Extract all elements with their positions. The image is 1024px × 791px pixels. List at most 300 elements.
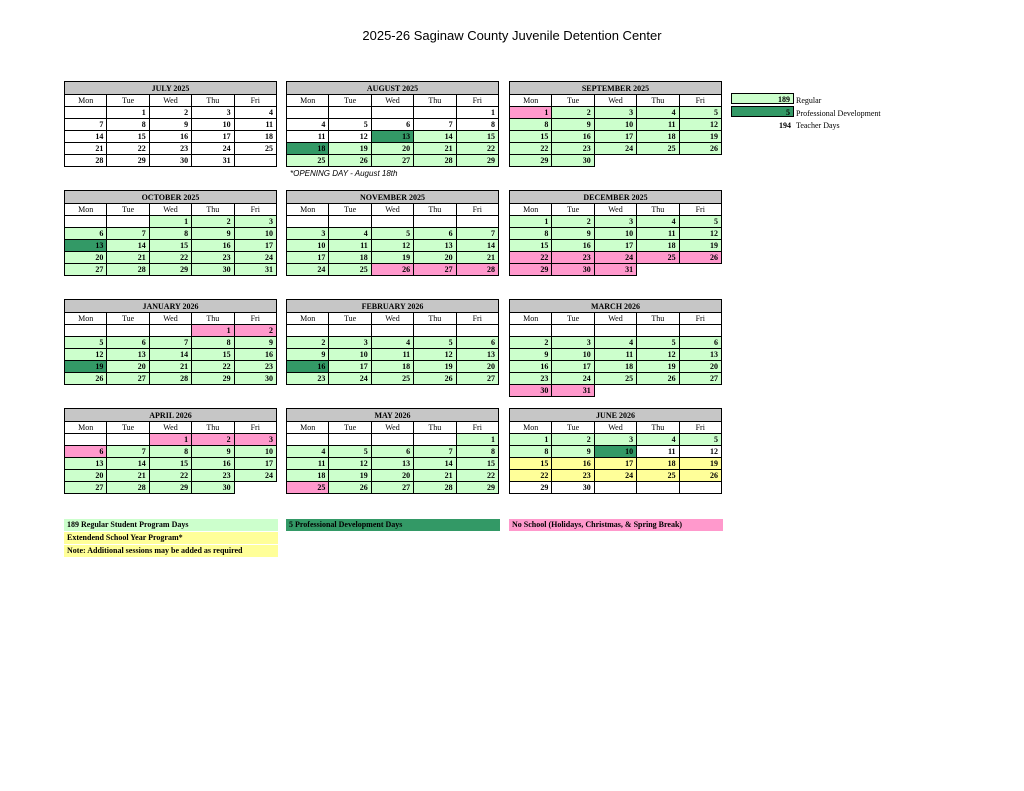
blank-day-cell [287,434,329,446]
day-cell: 19 [679,240,721,252]
day-cell: 22 [510,252,552,264]
day-cell: 20 [65,252,107,264]
month-calendar [64,299,277,385]
day-cell: 5 [65,337,107,349]
blank-day-cell [149,325,191,337]
weekday-header: Mon [287,95,329,107]
week-row [65,337,277,349]
day-cell: 24 [552,373,594,385]
week-row [65,119,277,131]
day-cell: 11 [637,446,679,458]
day-cell: 16 [552,240,594,252]
day-cell: 25 [287,482,329,494]
day-cell: 14 [414,458,456,470]
day-cell: 29 [510,482,552,494]
day-cell: 1 [510,107,552,119]
day-cell: 7 [456,228,498,240]
week-row [510,373,722,385]
day-cell: 26 [679,143,721,155]
day-cell: 15 [510,458,552,470]
day-cell: 13 [371,131,413,143]
empty-cell [637,264,679,276]
day-cell: 24 [594,143,636,155]
weekday-header: Fri [679,422,721,434]
week-row [510,228,722,240]
weekday-header: Thu [192,204,234,216]
day-cell: 6 [65,228,107,240]
day-cell: 6 [65,446,107,458]
weekday-header: Tue [329,422,371,434]
weekday-header: Wed [371,313,413,325]
day-cell: 20 [414,252,456,264]
legend-teacher-label: Teacher Days [796,121,840,130]
day-cell: 17 [329,361,371,373]
day-cell: 7 [414,119,456,131]
empty-cell [594,385,636,397]
day-cell: 7 [149,337,191,349]
day-cell: 13 [65,240,107,252]
day-cell: 2 [552,434,594,446]
day-cell: 7 [107,228,149,240]
day-cell: 25 [234,143,276,155]
day-cell: 4 [637,107,679,119]
day-cell: 16 [510,361,552,373]
weekday-header: Tue [329,204,371,216]
week-row [287,482,499,494]
week-row [510,252,722,264]
day-cell: 25 [371,373,413,385]
weekday-header: Tue [552,422,594,434]
weekday-header: Tue [107,313,149,325]
week-row [65,131,277,143]
weekday-header: Tue [329,95,371,107]
day-cell: 27 [371,155,413,167]
week-row [287,325,499,337]
weekday-header: Tue [329,313,371,325]
day-cell: 10 [594,228,636,240]
day-cell: 6 [414,228,456,240]
day-cell: 6 [107,337,149,349]
month-title: OCTOBER 2025 [65,191,277,204]
blank-day-cell [107,216,149,228]
week-row [510,325,722,337]
weekday-header: Fri [234,313,276,325]
weekday-header: Thu [637,204,679,216]
weekday-header: Mon [287,422,329,434]
day-cell: 9 [192,228,234,240]
day-cell: 9 [192,446,234,458]
month-calendar [64,81,277,167]
month-calendar [64,190,277,276]
weekday-header: Tue [552,95,594,107]
day-cell: 12 [329,131,371,143]
weekday-header: Wed [149,313,191,325]
day-cell: 23 [192,470,234,482]
week-row [65,434,277,446]
day-cell: 13 [371,458,413,470]
day-cell: 29 [107,155,149,167]
day-cell: 19 [65,361,107,373]
weekday-header: Thu [192,313,234,325]
day-cell: 10 [287,240,329,252]
day-cell: 26 [65,373,107,385]
day-cell: 13 [65,458,107,470]
day-cell: 18 [637,131,679,143]
bottom-legend-note: Note: Additional sessions may be added as required [64,545,278,557]
day-cell: 7 [65,119,107,131]
day-cell: 18 [637,458,679,470]
day-cell: 22 [510,470,552,482]
day-cell: 17 [552,361,594,373]
week-row [287,434,499,446]
day-cell: 30 [552,482,594,494]
weekday-header: Wed [594,313,636,325]
weekday-header: Thu [414,95,456,107]
legend-regular-swatch: 189 [731,93,794,104]
day-cell: 29 [149,482,191,494]
day-cell: 9 [510,349,552,361]
blank-day-cell [594,325,636,337]
week-row [65,325,277,337]
weekday-header: Fri [456,422,498,434]
day-cell: 1 [456,434,498,446]
day-cell: 28 [456,264,498,276]
day-cell: 5 [371,228,413,240]
week-row [510,458,722,470]
weekday-header: Wed [149,95,191,107]
day-cell: 14 [65,131,107,143]
week-row [510,482,722,494]
day-cell: 26 [329,482,371,494]
day-cell: 15 [192,349,234,361]
day-cell: 17 [594,131,636,143]
day-cell: 28 [149,373,191,385]
weekday-header: Wed [594,204,636,216]
blank-day-cell [552,325,594,337]
day-cell: 31 [192,155,234,167]
day-cell: 25 [287,155,329,167]
month-title: JUNE 2026 [510,409,722,422]
day-cell: 21 [149,361,191,373]
day-cell: 12 [329,458,371,470]
day-cell: 6 [371,446,413,458]
day-cell: 23 [552,252,594,264]
day-cell: 22 [456,143,498,155]
day-cell: 30 [552,264,594,276]
day-cell: 8 [510,228,552,240]
month-calendar [286,190,499,276]
blank-day-cell [107,325,149,337]
day-cell: 11 [637,228,679,240]
day-cell: 7 [414,446,456,458]
week-row [287,119,499,131]
blank-day-cell [510,325,552,337]
bottom-legend-esy: Extendend School Year Program* [64,532,278,544]
day-cell: 22 [149,252,191,264]
day-cell: 2 [510,337,552,349]
weekday-header: Fri [456,204,498,216]
day-cell: 5 [637,337,679,349]
day-cell: 1 [510,216,552,228]
day-cell: 9 [287,349,329,361]
day-cell: 29 [456,482,498,494]
day-cell: 14 [456,240,498,252]
day-cell: 1 [149,216,191,228]
day-cell: 16 [149,131,191,143]
day-cell: 6 [679,337,721,349]
day-cell: 1 [192,325,234,337]
week-row [287,361,499,373]
day-cell: 5 [679,107,721,119]
day-cell: 25 [637,470,679,482]
weekday-header: Mon [510,204,552,216]
day-cell: 11 [287,131,329,143]
day-cell: 18 [594,361,636,373]
weekday-header: Mon [510,95,552,107]
weekday-header: Mon [510,313,552,325]
day-cell: 28 [414,482,456,494]
blank-day-cell [456,216,498,228]
week-row [510,337,722,349]
weekday-header: Wed [594,422,636,434]
month-title: JULY 2025 [65,82,277,95]
day-cell: 9 [149,119,191,131]
day-cell: 16 [287,361,329,373]
blank-day-cell [414,434,456,446]
day-cell: 21 [456,252,498,264]
day-cell: 29 [192,373,234,385]
day-cell: 23 [234,361,276,373]
day-cell: 26 [371,264,413,276]
week-row [287,349,499,361]
day-cell: 6 [456,337,498,349]
legend-regular-label: Regular [796,96,822,105]
day-cell: 25 [594,373,636,385]
day-cell: 17 [287,252,329,264]
weekday-header: Thu [414,204,456,216]
blank-day-cell [414,107,456,119]
blank-day-cell [65,216,107,228]
day-cell: 26 [679,252,721,264]
day-cell: 10 [234,446,276,458]
weekday-header: Fri [456,95,498,107]
month-calendar [64,408,277,494]
day-cell: 1 [456,107,498,119]
legend-teacher-count: 194 [779,121,791,130]
blank-day-cell [329,434,371,446]
day-cell: 23 [552,143,594,155]
week-row [65,482,277,494]
day-cell: 30 [234,373,276,385]
weekday-header: Thu [192,95,234,107]
day-cell: 18 [637,240,679,252]
day-cell: 10 [594,119,636,131]
empty-cell [679,385,721,397]
day-cell: 30 [510,385,552,397]
day-cell: 4 [287,119,329,131]
day-cell: 14 [107,240,149,252]
day-cell: 5 [329,446,371,458]
day-cell: 26 [329,155,371,167]
week-row [287,107,499,119]
blank-day-cell [637,325,679,337]
day-cell: 3 [287,228,329,240]
day-cell: 8 [456,119,498,131]
day-cell: 4 [637,216,679,228]
day-cell: 24 [594,252,636,264]
day-cell: 16 [552,458,594,470]
day-cell: 20 [65,470,107,482]
day-cell: 23 [510,373,552,385]
week-row [287,252,499,264]
day-cell: 24 [234,252,276,264]
weekday-header: Thu [637,422,679,434]
day-cell: 1 [107,107,149,119]
month-calendar [509,190,722,276]
day-cell: 8 [149,446,191,458]
day-cell: 8 [456,446,498,458]
day-cell: 26 [414,373,456,385]
blank-day-cell [414,216,456,228]
week-row [510,155,722,167]
day-cell: 15 [510,240,552,252]
blank-day-cell [371,325,413,337]
day-cell: 31 [594,264,636,276]
day-cell: 16 [192,458,234,470]
day-cell: 25 [637,252,679,264]
day-cell: 22 [149,470,191,482]
day-cell: 20 [107,361,149,373]
day-cell: 27 [414,264,456,276]
opening-day-note: *OPENING DAY - August 18th [290,169,398,178]
day-cell: 5 [414,337,456,349]
day-cell: 27 [371,482,413,494]
day-cell: 19 [637,361,679,373]
day-cell: 17 [192,131,234,143]
day-cell: 9 [552,119,594,131]
weekday-header: Wed [371,204,413,216]
weekday-header: Fri [234,204,276,216]
day-cell: 3 [234,434,276,446]
weekday-header: Tue [552,313,594,325]
day-cell: 16 [234,349,276,361]
day-cell: 9 [552,446,594,458]
week-row [510,361,722,373]
weekday-header: Mon [287,313,329,325]
day-cell: 6 [371,119,413,131]
day-cell: 18 [234,131,276,143]
day-cell: 8 [149,228,191,240]
day-cell: 20 [456,361,498,373]
week-row [287,155,499,167]
blank-day-cell [371,216,413,228]
day-cell: 26 [637,373,679,385]
blank-day-cell [594,482,636,494]
day-cell: 31 [552,385,594,397]
weekday-header: Fri [456,313,498,325]
week-row [510,264,722,276]
week-row [510,240,722,252]
weekday-header: Fri [679,313,721,325]
day-cell: 12 [679,446,721,458]
weekday-header: Wed [371,422,413,434]
week-row [65,349,277,361]
week-row [65,361,277,373]
month-title: AUGUST 2025 [287,82,499,95]
week-row [510,446,722,458]
empty-cell [679,264,721,276]
day-cell: 25 [329,264,371,276]
month-title: DECEMBER 2025 [510,191,722,204]
day-cell: 31 [234,264,276,276]
day-cell: 4 [234,107,276,119]
day-cell: 30 [192,264,234,276]
day-cell: 28 [65,155,107,167]
day-cell: 4 [329,228,371,240]
bottom-legend-no-school: No School (Holidays, Christmas, & Spring Break) [509,519,723,531]
day-cell: 20 [371,143,413,155]
weekday-header: Fri [679,95,721,107]
empty-cell [594,155,636,167]
blank-day-cell [329,325,371,337]
day-cell: 2 [192,216,234,228]
week-row [287,216,499,228]
day-cell: 19 [329,470,371,482]
day-cell: 22 [456,470,498,482]
blank-day-cell [287,107,329,119]
day-cell: 13 [107,349,149,361]
day-cell: 29 [510,264,552,276]
weekday-header: Wed [149,422,191,434]
day-cell: 23 [552,470,594,482]
day-cell: 27 [107,373,149,385]
day-cell: 3 [594,216,636,228]
day-cell: 3 [329,337,371,349]
day-cell: 16 [192,240,234,252]
month-title: FEBRUARY 2026 [287,300,499,313]
weekday-header: Wed [594,95,636,107]
week-row [65,155,277,167]
day-cell: 14 [414,131,456,143]
week-row [65,264,277,276]
weekday-header: Mon [65,204,107,216]
weekday-header: Thu [637,313,679,325]
weekday-header: Fri [234,422,276,434]
day-cell: 28 [107,264,149,276]
week-row [65,107,277,119]
day-cell: 2 [287,337,329,349]
day-cell: 15 [149,240,191,252]
day-cell: 23 [149,143,191,155]
day-cell: 12 [414,349,456,361]
day-cell: 24 [192,143,234,155]
month-title: MARCH 2026 [510,300,722,313]
day-cell: 30 [552,155,594,167]
weekday-header: Tue [552,204,594,216]
week-row [65,252,277,264]
weekday-header: Thu [637,95,679,107]
day-cell: 24 [329,373,371,385]
day-cell: 4 [287,446,329,458]
weekday-header: Mon [287,204,329,216]
day-cell: 27 [65,264,107,276]
day-cell: 27 [456,373,498,385]
day-cell: 19 [329,143,371,155]
week-row [287,337,499,349]
day-cell: 19 [414,361,456,373]
day-cell: 21 [414,470,456,482]
month-calendar [509,81,722,167]
